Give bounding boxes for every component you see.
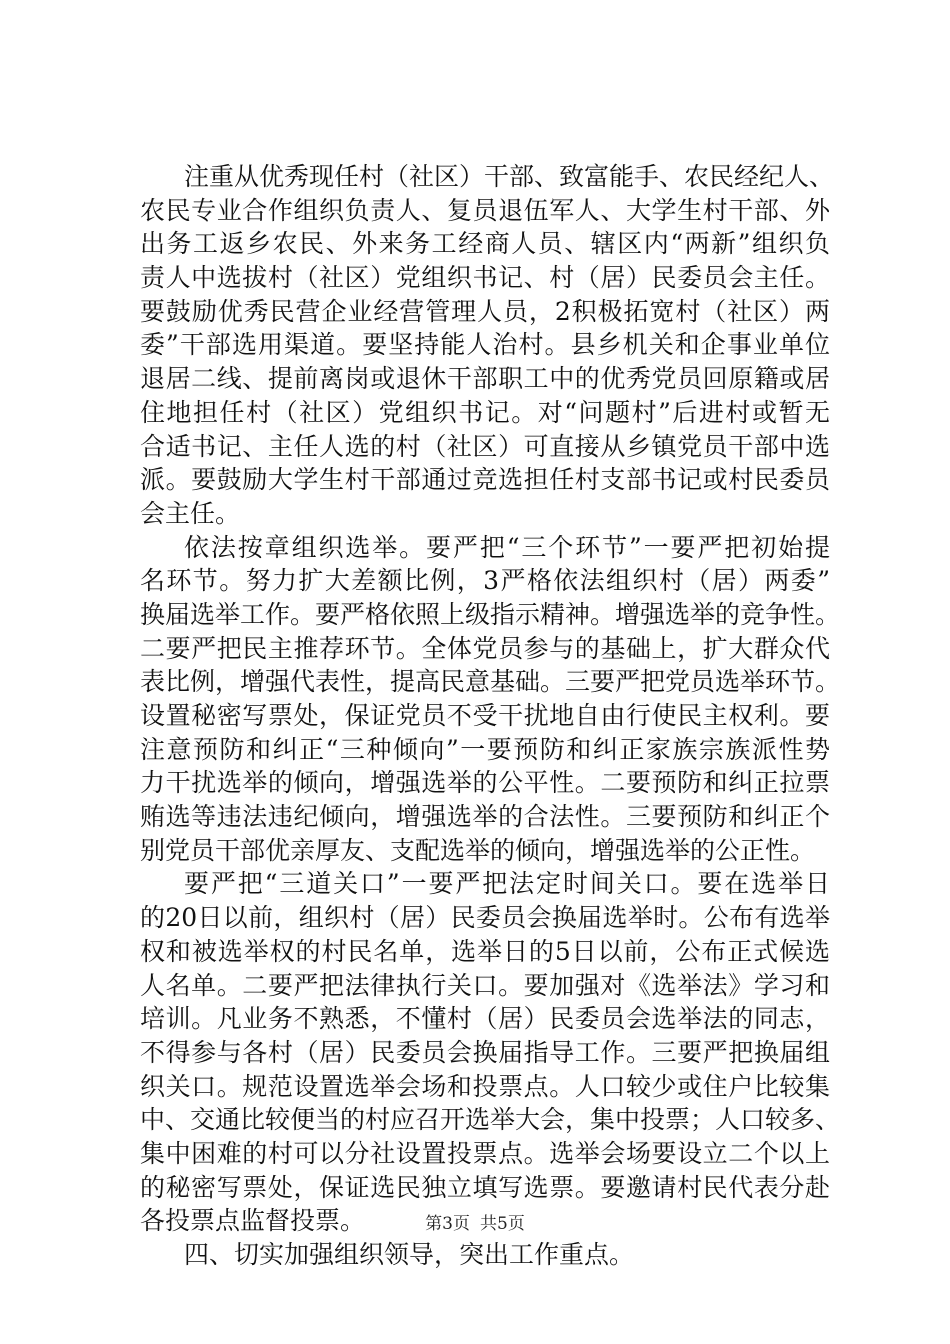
paragraph-line: 表比例，增强代表性，提高民意基础。三要严把党员选举环节。 <box>140 667 841 697</box>
page-number: 第3页 <box>425 1214 470 1234</box>
page-total: 共5页 <box>480 1214 525 1234</box>
paragraph-line: 不得参与各村（居）民委员会换届指导工作。三要严把换届组 <box>140 1037 830 1067</box>
paragraph-line: 要严把“三道关口”一要严把法定时间关口。要在选举日 <box>184 869 830 899</box>
paragraph-line: 换届选举工作。要严格依照上级指示精神。增强选举的竞争性。 <box>140 599 841 629</box>
section-heading: 四、切实加强组织领导，突出工作重点。 <box>184 1240 635 1269</box>
paragraph-line: 中、交通比较便当的村应召开选举大会，集中投票；人口较多、 <box>140 1105 841 1135</box>
paragraph-line: 派。要鼓励大学生村干部通过竞选担任村支部书记或村民委员 <box>140 465 830 495</box>
paragraph-line: 委”干部选用渠道。要坚持能人治村。县乡机关和企事业单位 <box>140 330 830 360</box>
paragraph-line: 合适书记、主任人选的村（社区）可直接从乡镇党员干部中选 <box>140 431 830 461</box>
paragraph-line: 培训。凡业务不熟悉，不懂村（居）民委员会选举法的同志， <box>140 1004 830 1034</box>
body-text <box>140 160 841 1272</box>
paragraph-line: 力干扰选举的倾向，增强选举的公平性。二要预防和纠正拉票 <box>140 768 830 798</box>
paragraph-line: 注意预防和纠正“三种倾向”一要预防和纠正家族宗族派性势 <box>140 734 830 764</box>
paragraph-line: 出务工返乡农民、外来务工经商人员、辖区内“两新”组织负 <box>140 229 830 259</box>
paragraph-line: 依法按章组织选举。要严把“三个环节”一要严把初始提 <box>184 532 830 562</box>
paragraph-line: 要鼓励优秀民营企业经营管理人员，2积极拓宽村（社区）两 <box>140 296 830 326</box>
paragraph-line: 贿选等违法违纪倾向，增强选举的合法性。三要预防和纠正个 <box>140 802 830 832</box>
paragraph-line: 权和被选举权的村民名单，选举日的5日以前，公布正式候选 <box>140 936 830 966</box>
paragraph-line: 二要严把民主推荐环节。全体党员参与的基础上，扩大群众代 <box>140 633 830 663</box>
paragraph-line: 名环节。努力扩大差额比例，3严格依法组织村（居）两委” <box>140 566 830 596</box>
paragraph-line: 织关口。规范设置选举会场和投票点。人口较少或住户比较集 <box>140 1071 830 1101</box>
paragraph-line: 农民专业合作组织负责人、复员退伍军人、大学生村干部、外 <box>140 195 830 225</box>
paragraph-line: 各投票点监督投票。 <box>140 1206 366 1236</box>
paragraph-line: 注重从优秀现任村（社区）干部、致富能手、农民经纪人、 <box>184 162 835 191</box>
paragraph-line: 设置秘密写票处，保证党员不受干扰地自由行使民主权利。要 <box>140 701 830 730</box>
paragraph-line: 的20日以前，组织村（居）民委员会换届选举时。公布有选举 <box>140 903 830 933</box>
page-footer <box>0 1212 950 1236</box>
paragraph-line: 别党员干部优亲厚友、支配选举的倾向，增强选举的公正性。 <box>140 835 816 865</box>
paragraph-line: 会主任。 <box>140 498 241 528</box>
paragraph-line: 住地担任村（社区）党组织书记。对“问题村”后进村或暂无 <box>140 397 830 427</box>
paragraph-line: 责人中选拔村（社区）党组织书记、村（居）民委员会主任。 <box>140 263 830 293</box>
paragraph-line: 人名单。二要严把法律执行关口。要加强对《选举法》学习和 <box>140 970 830 1000</box>
paragraph-line: 集中困难的村可以分社设置投票点。选举会场要设立二个以上 <box>140 1138 830 1168</box>
paragraph-line: 退居二线、提前离岗或退休干部职工中的优秀党员回原籍或居 <box>140 364 830 394</box>
paragraph-line: 的秘密写票处，保证选民独立填写选票。要邀请村民代表分赴 <box>140 1172 830 1202</box>
